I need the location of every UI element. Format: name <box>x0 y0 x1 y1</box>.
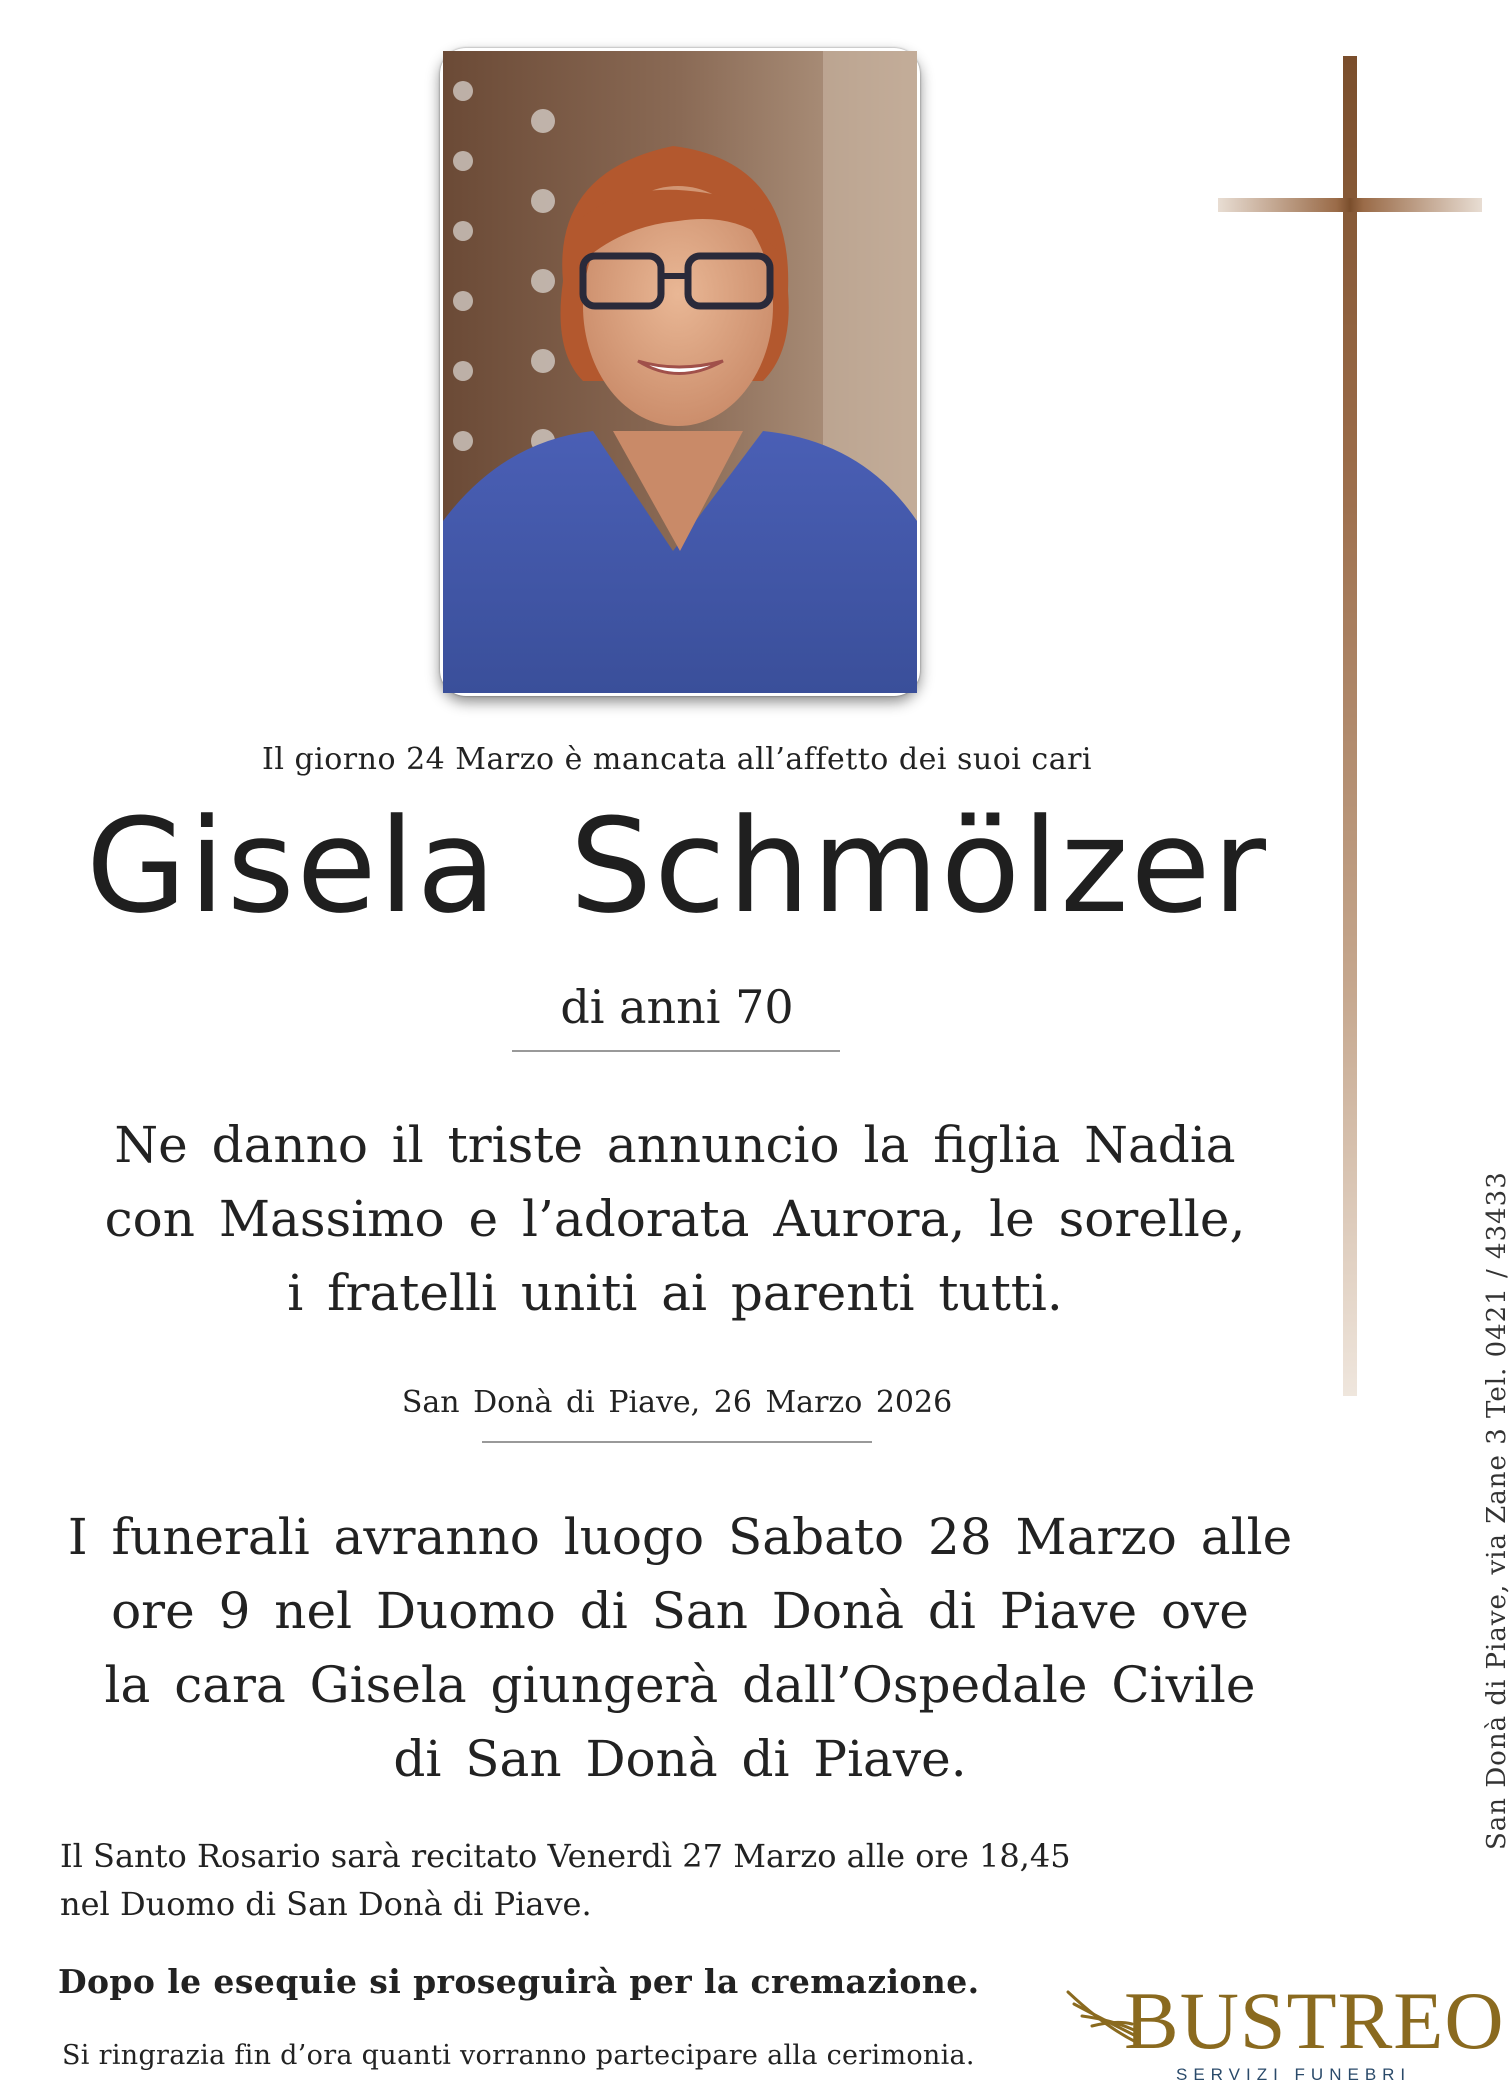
deceased-age: di anni 70 <box>560 980 794 1034</box>
memorial-cross-vertical-bar <box>1343 56 1357 1396</box>
family-announcement <box>60 1108 1290 1330</box>
funeral-line: di San Donà di Piave. <box>393 1730 967 1788</box>
memorial-cross-horizontal-bar <box>1218 198 1482 212</box>
place-and-date: San Donà di Piave, 26 Marzo 2026 <box>401 1385 953 1420</box>
announcement-line: con Massimo e l’adorata Aurora, le sorelle, <box>104 1190 1246 1248</box>
funeral-line: ore 9 nel Duomo di San Donà di Piave ove <box>111 1582 1249 1640</box>
thanks-note: Si ringrazia fin d’ora quanti vorranno partecipare alla cerimonia. <box>62 2040 975 2071</box>
announcement-line: i fratelli uniti ai parenti tutti. <box>287 1264 1063 1322</box>
deceased-portrait-photo <box>440 48 920 696</box>
funeral-home-tagline: SERVIZI FUNEBRI <box>1176 2065 1412 2084</box>
funeral-home-contact: San Donà di Piave, via Zane 3 Tel. 0421 / 43433 <box>1482 1171 1512 1850</box>
divider-line <box>482 1441 872 1443</box>
announcement-line: Ne danno il triste annuncio la figlia Nadia <box>114 1116 1236 1174</box>
rosary-details <box>60 1832 1160 1928</box>
funeral-home-logo: BUSTREO <box>1124 1975 1505 2066</box>
death-intro-text: Il giorno 24 Marzo è mancata all’affetto dei suoi cari <box>261 742 1093 777</box>
funeral-line: la cara Gisela giungerà dall’Ospedale Civile <box>104 1656 1256 1714</box>
funeral-line: I funerali avranno luogo Sabato 28 Marzo alle <box>67 1508 1293 1566</box>
rosary-line: Il Santo Rosario sarà recitato Venerdì 27 Marzo alle ore 18,45 <box>60 1837 1071 1875</box>
funeral-details <box>40 1500 1320 1796</box>
divider-line <box>512 1050 840 1052</box>
cremation-note: Dopo le esequie si proseguirà per la cremazione. <box>58 1962 980 2001</box>
deceased-name: Gisela Schmölzer <box>85 790 1268 942</box>
rosary-line: nel Duomo di San Donà di Piave. <box>60 1885 592 1923</box>
